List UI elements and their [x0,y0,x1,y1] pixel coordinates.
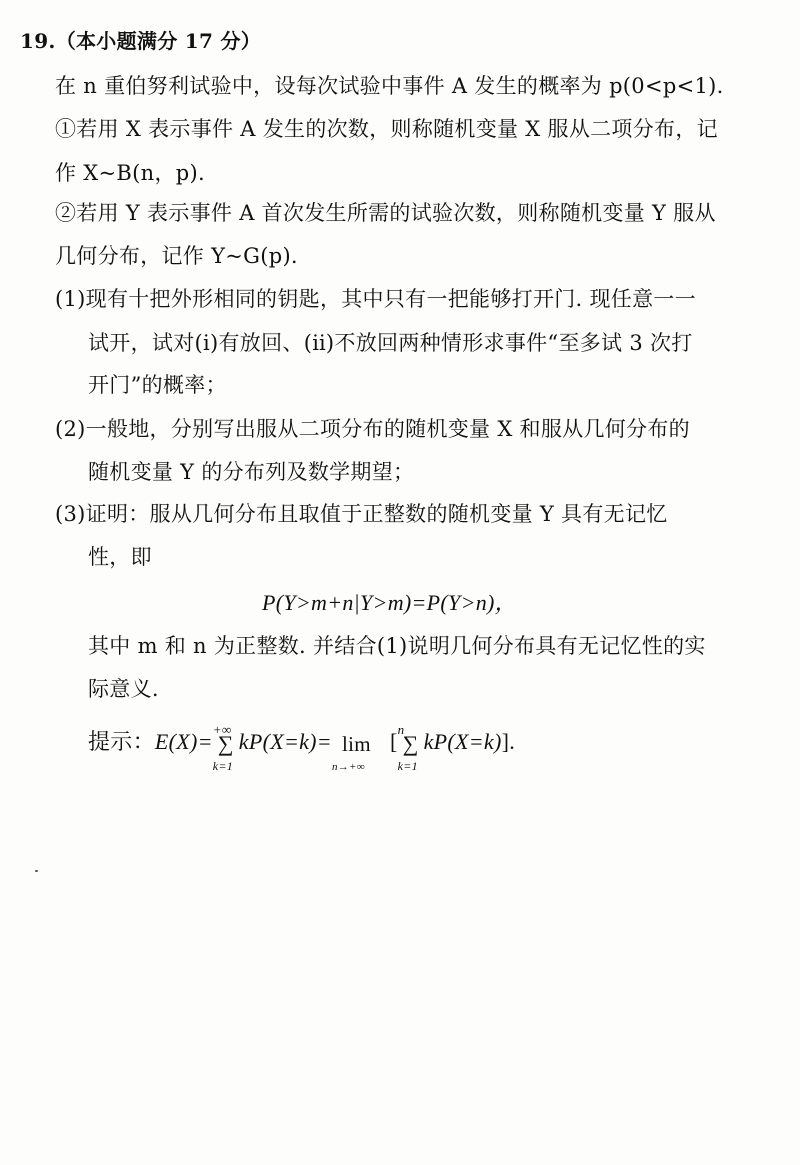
problem-heading: 19.（本小题满分 17 分） [20,29,262,53]
sum-symbol-finite [397,721,424,773]
definition-binomial-line2: 作 X~B(n，p). [55,161,205,185]
scan-speck [35,870,38,872]
bracket-close: ]. [501,729,516,754]
sum-upper-limit-n: n [397,721,405,737]
hint-label: 提示： [88,729,155,754]
lim-subscript: n→+∞ [331,760,365,773]
hint-term-1: kP(X=k)= [238,729,332,754]
sum-lower-limit: k=1 [212,758,234,773]
limit-symbol [331,729,390,773]
question-1-line2: 试开，试对(ⅰ)有放回、(ⅱ)不放回两种情形求事件“至多试 3 次打 [88,331,693,355]
hint-line [88,721,516,773]
definition-binomial-line1: ①若用 X 表示事件 A 发生的次数，则称随机变量 X 服从二项分布，记 [55,117,718,141]
question-3-line3: 其中 m 和 n 为正整数. 并结合(1)说明几何分布具有无记忆性的实 [88,634,706,658]
question-3-line1: (3)证明：服从几何分布且取值于正整数的随机变量 Y 具有无记忆 [55,502,668,526]
definition-geometric-line1: ②若用 Y 表示事件 A 首次发生所需的试验次数，则称随机变量 Y 服从 [55,201,716,225]
hint-expectation: E(X)= [154,729,213,754]
hint-term-2: kP(X=k) [423,729,502,754]
definition-geometric-line2: 几何分布，记作 Y~G(p). [55,244,298,268]
sum-lower-limit-2: k=1 [397,758,418,773]
question-1-line1: (1)现有十把外形相同的钥匙，其中只有一把能够打开门. 现任意一一 [55,287,696,311]
question-2-line1: (2)一般地，分别写出服从二项分布的随机变量 X 和服从几何分布的 [55,417,690,441]
sum-upper-limit: +∞ [212,721,232,737]
question-3-line2: 性，即 [88,545,152,569]
intro-text: 在 n 重伯努利试验中，设每次试验中事件 A 发生的概率为 p(0<p<1). [55,74,724,98]
question-1-line3: 开门”的概率； [88,373,227,397]
sum-symbol-infinite [212,721,239,773]
lim-text: lim [341,731,371,756]
sigma-symbol: ∑ [217,730,234,756]
question-2-line2: 随机变量 Y 的分布列及数学期望； [88,460,415,484]
sigma-symbol-2: ∑ [402,730,419,756]
bracket-open: [ [389,729,398,754]
memoryless-formula: P(Y>m+n|Y>m)=P(Y>n)， [262,590,517,615]
question-3-line4: 际意义. [88,677,159,701]
